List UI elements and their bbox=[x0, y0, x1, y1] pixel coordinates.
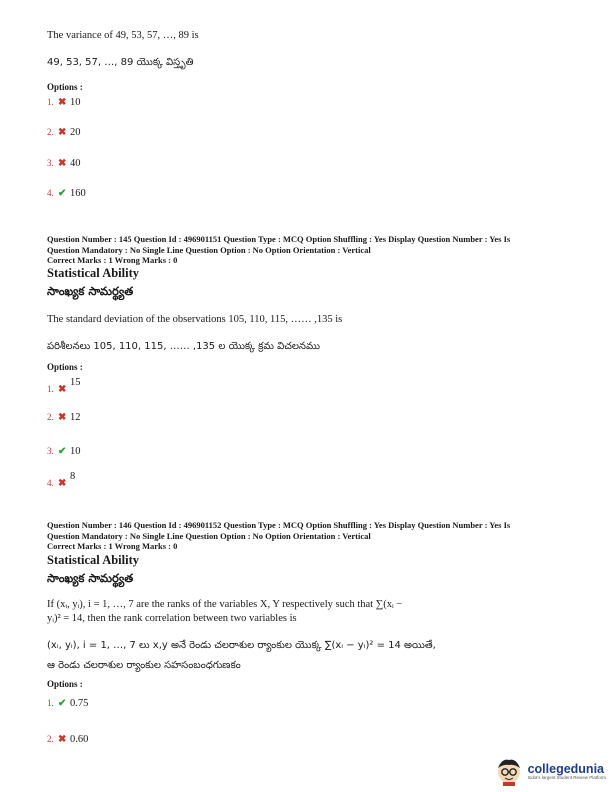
option-1 bbox=[47, 698, 88, 709]
cross-icon: ✖ bbox=[58, 127, 67, 138]
option-value: 160 bbox=[70, 188, 86, 199]
question-text-te: పరిశీలనలు 105, 110, 115, …… ,135 ల యొక్క క్రమ విచలనము bbox=[47, 341, 320, 352]
option-number: 1. bbox=[47, 384, 54, 394]
brand-text bbox=[528, 763, 606, 780]
cross-icon: ✖ bbox=[58, 734, 67, 745]
section-title-te: సాంఖ్యక సామర్థ్యత bbox=[47, 284, 134, 298]
option-2 bbox=[47, 412, 81, 423]
marks-line: Correct Marks : 1 Wrong Marks : 0 bbox=[47, 541, 178, 551]
options-label: Options : bbox=[47, 82, 83, 92]
option-number: 2. bbox=[47, 412, 54, 422]
meta-line: Question Mandatory : No Single Line Question Option : No Option Orientation : Vertical bbox=[47, 244, 371, 255]
question-text-en bbox=[47, 598, 567, 626]
option-number: 1. bbox=[47, 97, 54, 107]
option-value: 0.75 bbox=[70, 698, 89, 709]
cross-icon: ✖ bbox=[58, 158, 67, 169]
option-2 bbox=[47, 127, 81, 138]
question-line: (xᵢ, yᵢ), i = 1, …, 7 లు x,y అనే రెండు చలరాశుల ర్యాంకుల యొక్క ∑(xᵢ − yᵢ)² = 14 అయితే, bbox=[47, 640, 436, 651]
cross-icon: ✖ bbox=[58, 412, 67, 423]
option-2 bbox=[47, 734, 88, 745]
brand-tagline: India's largest Student Review Platform bbox=[527, 774, 606, 780]
option-number: 1. bbox=[47, 698, 54, 708]
question-line: ఆ రెండు చలరాశుల ర్యాంకుల సహసంబంధగుణకం bbox=[47, 660, 241, 671]
option-number: 3. bbox=[47, 158, 54, 168]
check-icon: ✔ bbox=[58, 698, 67, 709]
option-4 bbox=[47, 188, 86, 199]
option-1 bbox=[47, 377, 81, 395]
meta-line: Question Mandatory : No Single Line Question Option : No Option Orientation : Vertical bbox=[47, 530, 371, 541]
section-title-en: Statistical Ability bbox=[47, 266, 140, 280]
check-icon: ✔ bbox=[58, 446, 67, 457]
option-value: 10 bbox=[70, 446, 81, 457]
question-text-te: 49, 53, 57, …, 89 యొక్క విస్తృతి bbox=[47, 57, 194, 68]
question-meta bbox=[47, 520, 577, 552]
question-meta bbox=[47, 234, 577, 266]
option-value: 10 bbox=[70, 97, 81, 108]
question-text-te bbox=[47, 636, 577, 676]
question-text-en: The variance of 49, 53, 57, …, 89 is bbox=[47, 30, 199, 41]
meta-line: Question Number : 145 Question Id : 496901151 Question Type : MCQ Option Shuffling : Yes Display Question Number : Yes Is bbox=[47, 234, 511, 244]
option-value: 8 bbox=[70, 471, 76, 482]
option-3 bbox=[47, 446, 81, 457]
option-number: 2. bbox=[47, 127, 54, 137]
question-text-en: The standard deviation of the observations 105, 110, 115, …… ,135 is bbox=[47, 314, 343, 325]
cross-icon: ✖ bbox=[58, 97, 67, 108]
options-label: Options : bbox=[47, 362, 83, 372]
option-value: 15 bbox=[70, 377, 81, 388]
question-line: yᵢ)² = 14, then the rank correlation between two variables is bbox=[47, 613, 297, 624]
option-value: 40 bbox=[70, 158, 81, 169]
question-line: If (xᵢ, yᵢ), i = 1, …, 7 are the ranks of the variables X, Y respectively such that ∑(xᵢ − bbox=[47, 599, 403, 610]
option-4 bbox=[47, 471, 76, 489]
cross-icon: ✖ bbox=[58, 384, 67, 395]
option-number: 3. bbox=[47, 446, 54, 456]
option-1 bbox=[47, 97, 81, 108]
section-title-te: సాంఖ్యక సామర్థ్యత bbox=[47, 571, 134, 585]
option-3 bbox=[47, 158, 81, 169]
options-label: Options : bbox=[47, 679, 83, 689]
section-title-en: Statistical Ability bbox=[47, 553, 140, 567]
check-icon: ✔ bbox=[58, 188, 67, 199]
option-value: 20 bbox=[70, 127, 81, 138]
option-number: 4. bbox=[47, 188, 54, 198]
option-value: 0.60 bbox=[70, 734, 89, 745]
meta-line: Question Number : 146 Question Id : 496901152 Question Type : MCQ Option Shuffling : Yes Display Question Number : Yes Is bbox=[47, 520, 511, 530]
brand-logo bbox=[494, 756, 606, 786]
option-value: 12 bbox=[70, 412, 81, 423]
option-number: 4. bbox=[47, 478, 54, 488]
option-number: 2. bbox=[47, 734, 54, 744]
brand-name: collegedunia bbox=[527, 761, 604, 776]
marks-line: Correct Marks : 1 Wrong Marks : 0 bbox=[47, 255, 178, 265]
cross-icon: ✖ bbox=[58, 478, 67, 489]
mascot-icon bbox=[494, 756, 524, 786]
